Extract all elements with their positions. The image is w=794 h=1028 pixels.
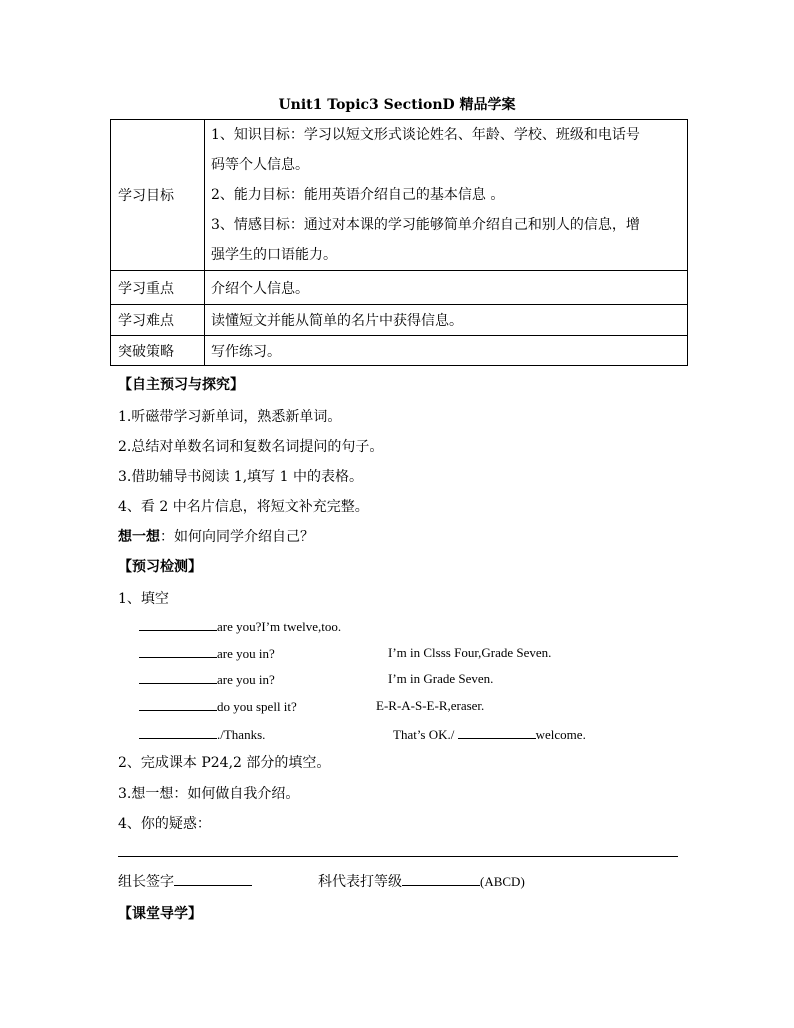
answer-blank[interactable] (139, 645, 217, 658)
preview-item: 3.借助辅导书阅读 1,填写 1 中的表格。 (118, 469, 363, 485)
check-heading: 【预习检测】 (118, 559, 202, 575)
divider-line (118, 856, 678, 857)
fill-answer-tail: welcome. (535, 727, 586, 742)
check-item-2: 2、完成课本 P24,2 部分的填空。 (118, 755, 331, 771)
grade-options: (ABCD) (480, 874, 525, 889)
leader-sign-blank[interactable] (174, 873, 252, 886)
check-item-4: 4、你的疑惑： (118, 816, 211, 832)
fill-answer: E-R-A-S-E-R,eraser. (376, 698, 485, 713)
goals-content (205, 120, 688, 271)
fill-row (139, 726, 265, 743)
answer-blank[interactable] (139, 726, 217, 739)
preview-item: 1.听磁带学习新单词，熟悉新单词。 (118, 409, 342, 425)
goal-line: 1、知识目标：学习以短文形式谈论姓名、年龄、学校、班级和电话号 (211, 127, 640, 143)
check-item-3: 3.想一想：如何做自我介绍。 (118, 786, 300, 802)
fill-question: are you in? (217, 646, 275, 661)
goal-line: 码等个人信息。 (211, 157, 309, 173)
rep-grade-blank[interactable] (402, 873, 480, 886)
strategy-label: 突破策略 (111, 336, 205, 366)
fill-row (139, 618, 341, 635)
answer-blank[interactable] (139, 671, 217, 684)
fill-question: are you?I’m twelve,too. (217, 619, 342, 634)
leader-sign-label: 组长签字 (118, 874, 174, 890)
think-bold: 想一想 (118, 529, 160, 545)
answer-blank[interactable] (458, 726, 536, 739)
think-line (118, 526, 314, 546)
classroom-heading: 【课堂导学】 (118, 906, 202, 922)
difficulty-label: 学习难点 (111, 305, 205, 336)
goal-line: 强学生的口语能力。 (211, 247, 337, 263)
goal-line: 2、能力目标：能用英语介绍自己的基本信息 。 (211, 187, 505, 203)
focus-label: 学习重点 (111, 271, 205, 305)
strategy-content: 写作练习。 (205, 336, 688, 366)
rep-grade-label: 科代表打等级 (318, 874, 402, 890)
focus-content: 介绍个人信息。 (205, 271, 688, 305)
fill-answer: I’m in Clsss Four,Grade Seven. (388, 645, 552, 660)
fill-question: do you spell it? (217, 699, 297, 714)
fill-answer-text: That’s OK./ (393, 727, 455, 742)
answer-blank[interactable] (139, 618, 217, 631)
goals-label: 学习目标 (111, 120, 205, 271)
fill-question: ./Thanks. (217, 727, 266, 742)
fill-row (139, 671, 275, 688)
rep-grade (318, 871, 525, 891)
fill-answer (393, 726, 586, 743)
preview-item: 2.总结对单数名词和复数名词提问的句子。 (118, 439, 384, 455)
fill-title: 1、填空 (118, 591, 169, 607)
leader-sign (118, 871, 252, 891)
learning-info-table (110, 119, 688, 366)
preview-heading: 【自主预习与探究】 (118, 377, 244, 393)
difficulty-content: 读懂短文并能从简单的名片中获得信息。 (205, 305, 688, 336)
fill-row (139, 698, 297, 715)
answer-blank[interactable] (139, 698, 217, 711)
fill-row (139, 645, 275, 662)
fill-question: are you in? (217, 672, 275, 687)
preview-item: 4、看 2 中名片信息，将短文补充完整。 (118, 499, 369, 515)
page-title: Unit1 Topic3 SectionD 精品学案 (278, 97, 516, 113)
goal-line: 3、情感目标：通过对本课的学习能够简单介绍自己和别人的信息，增 (211, 217, 640, 233)
fill-answer: I’m in Grade Seven. (388, 671, 494, 686)
think-rest: ：如何向同学介绍自己？ (160, 529, 314, 545)
